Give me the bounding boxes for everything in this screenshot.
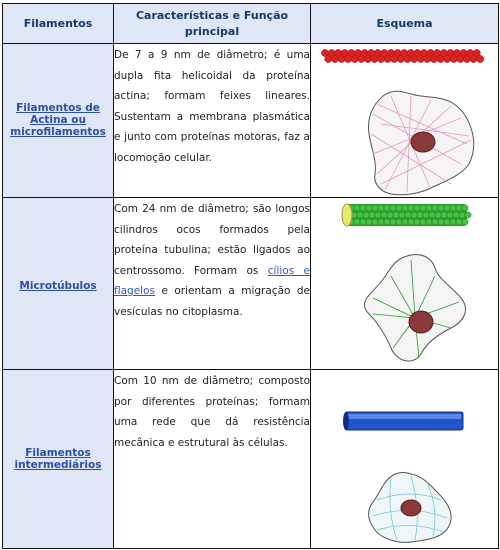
row-scheme-cell	[311, 370, 499, 549]
row-description-cell	[114, 44, 311, 198]
row-description-cell	[114, 198, 311, 370]
intermediate-diagram	[311, 370, 499, 549]
actin-description: De 7 a 9 nm de diâmetro; é uma dupla fita helicoidal da proteína actina; formam feixes lineares. Sustentam a membrana plasmática e junto com proteínas motoras, faz a locomoção celular.	[114, 49, 310, 164]
row-scheme-cell	[311, 198, 499, 370]
row-name-cell	[3, 370, 114, 549]
row-name-cell	[3, 198, 114, 370]
microtubules-description	[114, 198, 310, 322]
cell-with-intermediate-filaments-icon	[369, 473, 452, 543]
intermediate-filament-icon	[343, 412, 463, 430]
table-row	[3, 44, 499, 198]
table-row	[3, 198, 499, 370]
microtubules-description-start: Com 24 nm de diâmetro; são longos cilindros ocos formados pela proteína tubulina; estão ligados ao centrossomo. Formam os	[114, 203, 310, 277]
row-scheme-cell	[311, 44, 499, 198]
cell-with-microtubules-icon	[364, 255, 465, 362]
microtubules-diagram	[311, 198, 499, 370]
cytoskeleton-table	[2, 3, 499, 549]
actin-diagram	[311, 44, 499, 198]
cell-with-actin-icon	[369, 91, 474, 195]
microtubule-icon	[342, 204, 471, 226]
row-description-cell	[114, 370, 311, 549]
table-row	[3, 370, 499, 549]
intermediate-description: Com 10 nm de diâmetro; composto por diferentes proteínas; formam uma rede que dá resistência mecânica e estrutural às células.	[114, 375, 310, 449]
microtubules-link[interactable]: Microtúbulos	[19, 280, 97, 292]
microtubules-description-end: e orientam a migração de vesículas no citoplasma.	[114, 285, 310, 318]
header-esquema: Esquema	[311, 4, 499, 44]
actin-filaments-link[interactable]: Filamentos de Actina ou microfilamentos	[10, 102, 106, 138]
header-caracteristicas: Características e Função principal	[114, 4, 311, 44]
header-row	[3, 4, 499, 44]
row-name-cell	[3, 44, 114, 198]
actin-filament-icon	[321, 49, 483, 62]
cilia-flagella-link[interactable]: cílios e flagelos	[114, 264, 310, 297]
intermediate-filaments-link[interactable]: Filamentos intermediários	[14, 446, 102, 471]
header-filamentos: Filamentos	[3, 4, 114, 44]
